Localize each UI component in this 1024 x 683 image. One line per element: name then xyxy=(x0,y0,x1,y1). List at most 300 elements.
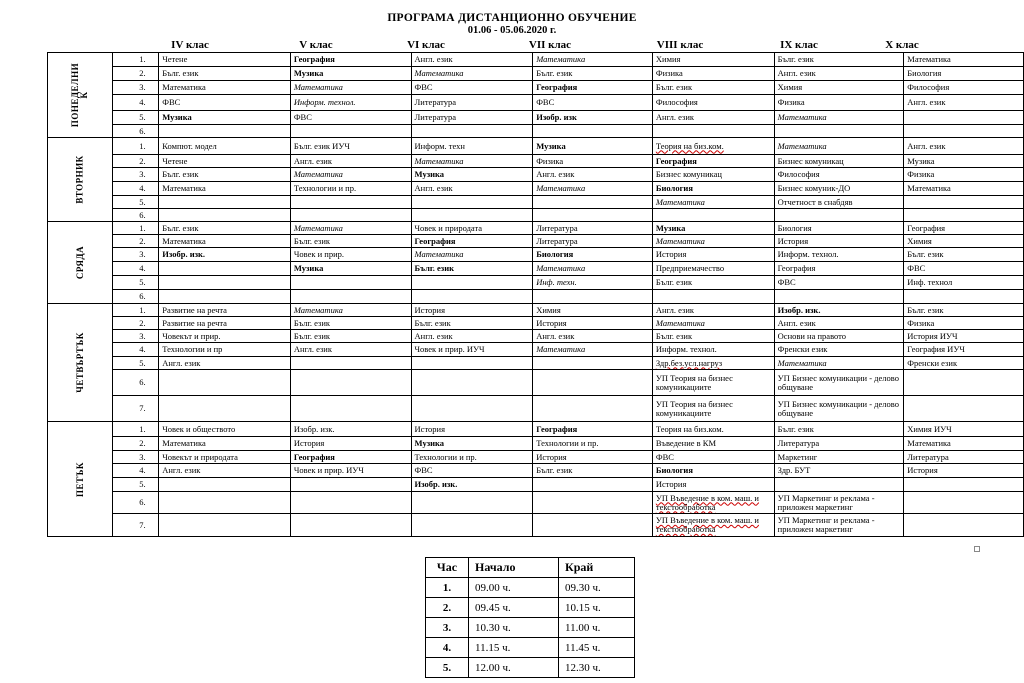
subject-cell[interactable] xyxy=(652,209,774,222)
subject-cell[interactable] xyxy=(904,330,1024,343)
table-row xyxy=(48,81,1024,95)
subject-cell[interactable] xyxy=(904,53,1024,67)
subject-cell[interactable] xyxy=(159,248,291,262)
day-label xyxy=(48,222,113,304)
start-time-cell[interactable]: 12.00 ч. xyxy=(469,658,559,678)
subject-cell[interactable] xyxy=(411,81,533,95)
start-time-cell[interactable]: 09.45 ч. xyxy=(469,598,559,618)
subject-cell[interactable] xyxy=(159,451,291,464)
table-row xyxy=(48,451,1024,464)
subject-cell[interactable] xyxy=(290,451,411,464)
subject-cell[interactable] xyxy=(159,95,291,111)
subject-cell[interactable] xyxy=(159,222,291,235)
period-cell[interactable]: 5. xyxy=(426,658,469,678)
subject-cell[interactable] xyxy=(652,276,774,290)
subject-cell[interactable] xyxy=(652,168,774,182)
table-row xyxy=(48,95,1024,111)
subject-cell[interactable] xyxy=(290,125,411,138)
subject-cell[interactable] xyxy=(774,67,904,81)
subject-cell[interactable] xyxy=(652,248,774,262)
start-time-cell[interactable]: 09.00 ч. xyxy=(469,578,559,598)
subject-text: Теория на биз.ком. xyxy=(655,423,724,434)
subject-cell[interactable] xyxy=(411,357,533,370)
subject-cell[interactable] xyxy=(290,276,411,290)
subject-cell[interactable] xyxy=(533,343,653,357)
subject-cell[interactable] xyxy=(290,155,411,168)
day-name xyxy=(71,63,89,127)
subject-cell[interactable] xyxy=(652,196,774,209)
subject-text: Бълг. език xyxy=(414,317,451,328)
subject-cell[interactable] xyxy=(652,464,774,478)
period-number: 4. xyxy=(113,182,159,196)
subject-cell[interactable] xyxy=(411,290,533,304)
subject-cell[interactable] xyxy=(774,209,904,222)
subject-cell[interactable] xyxy=(290,330,411,343)
subject-cell[interactable] xyxy=(159,396,291,422)
subject-cell[interactable] xyxy=(159,67,291,81)
subject-text: Англ. език xyxy=(414,330,453,341)
subject-cell[interactable] xyxy=(533,290,653,304)
subject-cell[interactable] xyxy=(904,95,1024,111)
subject-cell[interactable] xyxy=(774,422,904,437)
subject-cell[interactable] xyxy=(159,182,291,196)
subject-cell[interactable] xyxy=(904,514,1024,537)
subject-cell[interactable] xyxy=(411,168,533,182)
subject-cell[interactable] xyxy=(774,138,904,155)
end-time-cell[interactable]: 09.30 ч. xyxy=(559,578,635,598)
subject-cell[interactable] xyxy=(652,304,774,317)
subject-cell[interactable] xyxy=(159,290,291,304)
subject-cell[interactable] xyxy=(533,182,653,196)
table-row xyxy=(48,125,1024,138)
subject-cell[interactable] xyxy=(652,81,774,95)
subject-cell[interactable] xyxy=(290,222,411,235)
subject-cell[interactable] xyxy=(652,370,774,396)
class-header: VII клас xyxy=(528,39,572,51)
subject-cell[interactable] xyxy=(652,451,774,464)
subject-cell[interactable] xyxy=(411,330,533,343)
table-row xyxy=(48,276,1024,290)
subject-cell[interactable] xyxy=(159,478,291,492)
subject-text: Физика xyxy=(536,155,564,166)
subject-cell[interactable] xyxy=(290,514,411,537)
subject-cell[interactable] xyxy=(904,262,1024,276)
subject-cell[interactable] xyxy=(652,67,774,81)
subject-cell[interactable] xyxy=(411,138,533,155)
subject-cell[interactable] xyxy=(533,478,653,492)
subject-cell[interactable] xyxy=(774,53,904,67)
subject-cell[interactable] xyxy=(159,317,291,330)
subject-cell[interactable] xyxy=(290,182,411,196)
subject-cell[interactable] xyxy=(159,53,291,67)
table-resize-handle[interactable] xyxy=(974,546,980,552)
subject-cell[interactable] xyxy=(290,437,411,451)
subject-cell[interactable] xyxy=(774,451,904,464)
subject-cell[interactable] xyxy=(652,53,774,67)
subject-cell[interactable] xyxy=(290,53,411,67)
subject-text: История xyxy=(536,317,567,328)
subject-cell[interactable] xyxy=(533,317,653,330)
subject-text: УП Въведение в ком. маш. и текстообработка xyxy=(655,515,759,534)
subject-cell[interactable] xyxy=(411,111,533,125)
subject-cell[interactable] xyxy=(533,422,653,437)
subject-text: История xyxy=(414,304,446,315)
end-time-cell[interactable]: 11.00 ч. xyxy=(559,618,635,638)
subject-cell[interactable] xyxy=(411,125,533,138)
subject-cell[interactable] xyxy=(652,95,774,111)
subject-cell[interactable] xyxy=(652,111,774,125)
subject-cell[interactable] xyxy=(652,290,774,304)
subject-cell[interactable] xyxy=(904,182,1024,196)
period-number: 3. xyxy=(113,81,159,95)
subject-cell[interactable] xyxy=(652,357,774,370)
subject-text: Теория на биз.ком. xyxy=(655,140,724,151)
subject-cell[interactable] xyxy=(533,222,653,235)
subject-cell[interactable] xyxy=(774,81,904,95)
subject-cell[interactable] xyxy=(533,304,653,317)
subject-cell[interactable] xyxy=(774,437,904,451)
subject-cell[interactable] xyxy=(533,53,653,67)
subject-text: Бълг. език xyxy=(655,277,693,287)
subject-cell[interactable] xyxy=(652,317,774,330)
period-cell[interactable]: 2. xyxy=(426,598,469,618)
table-row xyxy=(48,138,1024,155)
subject-cell[interactable] xyxy=(159,464,291,478)
subject-cell[interactable] xyxy=(159,422,291,437)
subject-cell[interactable] xyxy=(904,81,1024,95)
subject-cell[interactable] xyxy=(290,262,411,276)
subject-cell[interactable] xyxy=(904,357,1024,370)
subject-cell[interactable] xyxy=(774,317,904,330)
subject-text: Основи на правото xyxy=(777,330,847,341)
subject-cell[interactable] xyxy=(533,514,653,537)
subject-cell[interactable] xyxy=(411,478,533,492)
subject-cell[interactable] xyxy=(159,125,291,138)
subject-cell[interactable] xyxy=(904,168,1024,182)
period-number: 2. xyxy=(113,317,159,330)
subject-cell[interactable] xyxy=(411,437,533,451)
subject-cell[interactable] xyxy=(533,357,653,370)
subject-cell[interactable] xyxy=(533,81,653,95)
subject-cell[interactable] xyxy=(290,317,411,330)
subject-cell[interactable] xyxy=(411,276,533,290)
subject-cell[interactable] xyxy=(159,111,291,125)
subject-cell[interactable] xyxy=(904,138,1024,155)
subject-text: Изобр. изк. xyxy=(777,304,821,315)
subject-text: Англ. език xyxy=(162,357,201,368)
period-number: 2. xyxy=(113,437,159,451)
period-number: 1. xyxy=(113,222,159,235)
subject-cell[interactable] xyxy=(904,343,1024,357)
period-cell[interactable]: 1. xyxy=(426,578,469,598)
subject-cell[interactable] xyxy=(290,235,411,248)
subject-cell[interactable] xyxy=(533,235,653,248)
subject-cell[interactable] xyxy=(411,235,533,248)
subject-cell[interactable] xyxy=(652,492,774,514)
subject-cell[interactable] xyxy=(159,168,291,182)
subject-cell[interactable] xyxy=(774,304,904,317)
subject-text: Музика xyxy=(293,263,324,273)
subject-cell[interactable] xyxy=(411,396,533,422)
subject-cell[interactable] xyxy=(290,492,411,514)
subject-cell[interactable] xyxy=(774,111,904,125)
subject-cell[interactable] xyxy=(411,196,533,209)
subject-cell[interactable] xyxy=(290,396,411,422)
period-cell[interactable]: 4. xyxy=(426,638,469,658)
subject-cell[interactable] xyxy=(159,437,291,451)
subject-cell[interactable] xyxy=(411,514,533,537)
subject-cell[interactable] xyxy=(290,209,411,222)
subject-text: Философия xyxy=(777,169,820,179)
subject-cell[interactable] xyxy=(533,196,653,209)
subject-cell[interactable] xyxy=(411,492,533,514)
subject-cell[interactable] xyxy=(904,222,1024,235)
subject-cell[interactable] xyxy=(159,492,291,514)
subject-text: Физика xyxy=(907,169,935,179)
subject-text: Бълг. език xyxy=(293,235,331,246)
subject-cell[interactable] xyxy=(774,478,904,492)
day-name: СРЯДА xyxy=(74,245,85,280)
subject-cell[interactable] xyxy=(533,125,653,138)
subject-cell[interactable] xyxy=(290,67,411,81)
subject-cell[interactable] xyxy=(652,262,774,276)
subject-cell[interactable] xyxy=(904,478,1024,492)
subject-cell[interactable] xyxy=(652,138,774,155)
period-number: 1. xyxy=(113,304,159,317)
subject-cell[interactable] xyxy=(533,396,653,422)
subject-cell[interactable] xyxy=(411,155,533,168)
subject-cell[interactable] xyxy=(411,262,533,276)
subject-cell[interactable] xyxy=(774,182,904,196)
class-header: V клас xyxy=(299,39,333,51)
subject-cell[interactable] xyxy=(159,138,291,155)
subject-cell[interactable] xyxy=(159,304,291,317)
subject-cell[interactable] xyxy=(652,422,774,437)
subject-cell[interactable] xyxy=(774,357,904,370)
end-time-cell[interactable]: 11.45 ч. xyxy=(559,638,635,658)
subject-cell[interactable] xyxy=(904,492,1024,514)
subject-text: Литература xyxy=(536,222,578,233)
table-row xyxy=(48,196,1024,209)
subject-text: Англ. език xyxy=(655,112,695,122)
subject-cell[interactable] xyxy=(774,330,904,343)
subject-cell[interactable] xyxy=(652,155,774,168)
subject-cell[interactable] xyxy=(774,155,904,168)
subject-cell[interactable] xyxy=(290,95,411,111)
subject-cell[interactable] xyxy=(774,168,904,182)
subject-cell[interactable] xyxy=(533,209,653,222)
subject-text: География xyxy=(655,155,697,166)
subject-cell[interactable] xyxy=(159,209,291,222)
subject-cell[interactable] xyxy=(159,155,291,168)
subject-cell[interactable] xyxy=(533,67,653,81)
end-time-cell[interactable]: 10.15 ч. xyxy=(559,598,635,618)
subject-cell[interactable] xyxy=(774,492,904,514)
subject-cell[interactable] xyxy=(411,95,533,111)
subject-text: Биология xyxy=(777,222,812,233)
subject-cell[interactable] xyxy=(290,343,411,357)
subject-cell[interactable] xyxy=(774,248,904,262)
subject-cell[interactable] xyxy=(159,235,291,248)
subject-cell[interactable] xyxy=(774,95,904,111)
subject-cell[interactable] xyxy=(904,67,1024,81)
subject-text: ФВС xyxy=(907,263,926,273)
subject-cell[interactable] xyxy=(904,317,1024,330)
table-row xyxy=(48,464,1024,478)
table-row xyxy=(48,290,1024,304)
subject-cell[interactable] xyxy=(774,343,904,357)
subject-cell[interactable] xyxy=(533,168,653,182)
subject-cell[interactable] xyxy=(533,330,653,343)
subject-cell[interactable] xyxy=(652,235,774,248)
subject-cell[interactable] xyxy=(159,81,291,95)
subject-cell[interactable] xyxy=(533,464,653,478)
subject-cell[interactable] xyxy=(904,196,1024,209)
subject-cell[interactable] xyxy=(290,478,411,492)
subject-cell[interactable] xyxy=(411,209,533,222)
subject-cell[interactable] xyxy=(774,222,904,235)
subject-text: История xyxy=(293,438,325,448)
subject-text: Философия xyxy=(655,97,698,107)
subject-cell[interactable] xyxy=(159,196,291,209)
subject-cell[interactable] xyxy=(290,111,411,125)
subject-cell[interactable] xyxy=(533,437,653,451)
table-row xyxy=(48,304,1024,317)
subject-text: Бълг. език xyxy=(162,68,199,78)
subject-cell[interactable] xyxy=(290,196,411,209)
subject-cell[interactable] xyxy=(533,451,653,464)
subject-cell[interactable] xyxy=(411,182,533,196)
subject-cell[interactable] xyxy=(652,514,774,537)
subject-text: УП Бизнес комуникации - делово общуване xyxy=(777,372,899,392)
subject-cell[interactable] xyxy=(904,370,1024,396)
table-row xyxy=(48,396,1024,422)
subject-cell[interactable] xyxy=(290,81,411,95)
subject-cell[interactable] xyxy=(774,196,904,209)
subject-cell[interactable] xyxy=(411,67,533,81)
subject-cell[interactable] xyxy=(774,235,904,248)
subject-cell[interactable] xyxy=(904,276,1024,290)
subject-text: УП Маркетинг и реклама - приложен маркетинг xyxy=(777,492,875,512)
subject-cell[interactable] xyxy=(533,111,653,125)
subject-text: География ИУЧ xyxy=(907,344,965,354)
subject-cell[interactable] xyxy=(904,451,1024,464)
subject-cell[interactable] xyxy=(774,370,904,396)
subject-cell[interactable] xyxy=(533,95,653,111)
subject-cell[interactable] xyxy=(652,396,774,422)
subject-cell[interactable] xyxy=(652,330,774,343)
subject-cell[interactable] xyxy=(774,276,904,290)
subject-cell[interactable] xyxy=(652,125,774,138)
subject-cell[interactable] xyxy=(159,514,291,537)
subject-cell[interactable] xyxy=(904,422,1024,437)
subject-cell[interactable] xyxy=(904,125,1024,138)
subject-cell[interactable] xyxy=(774,514,904,537)
period-cell[interactable]: 3. xyxy=(426,618,469,638)
start-time-cell[interactable]: 10.30 ч. xyxy=(469,618,559,638)
subject-cell[interactable] xyxy=(533,248,653,262)
subject-cell[interactable] xyxy=(904,290,1024,304)
subject-cell[interactable] xyxy=(533,492,653,514)
subject-cell[interactable] xyxy=(411,248,533,262)
subject-text: Математика xyxy=(536,54,586,64)
subject-cell[interactable] xyxy=(533,138,653,155)
subject-cell[interactable] xyxy=(411,464,533,478)
subject-cell[interactable] xyxy=(411,304,533,317)
subject-text: Англ. език xyxy=(536,169,575,179)
subject-text: Бълг. език xyxy=(907,249,944,259)
subject-text: Математика xyxy=(777,140,827,151)
subject-cell[interactable] xyxy=(411,422,533,437)
subject-cell[interactable] xyxy=(159,370,291,396)
subject-cell[interactable] xyxy=(159,276,291,290)
subject-cell[interactable] xyxy=(290,248,411,262)
subject-cell[interactable] xyxy=(290,290,411,304)
subject-cell[interactable] xyxy=(652,182,774,196)
subject-cell[interactable] xyxy=(533,155,653,168)
subject-cell[interactable] xyxy=(904,209,1024,222)
subject-cell[interactable] xyxy=(904,235,1024,248)
subject-cell[interactable] xyxy=(904,437,1024,451)
end-time-cell[interactable]: 12.30 ч. xyxy=(559,658,635,678)
subject-cell[interactable] xyxy=(290,357,411,370)
subject-cell[interactable] xyxy=(290,422,411,437)
subject-cell[interactable] xyxy=(652,343,774,357)
subject-cell[interactable] xyxy=(774,125,904,138)
subject-cell[interactable] xyxy=(774,290,904,304)
subject-text: Човек и природата xyxy=(414,222,483,233)
subject-cell[interactable] xyxy=(411,317,533,330)
subject-cell[interactable] xyxy=(411,53,533,67)
subject-cell[interactable] xyxy=(411,370,533,396)
subject-cell[interactable] xyxy=(652,478,774,492)
subject-text: История xyxy=(414,423,446,434)
subject-cell[interactable] xyxy=(411,451,533,464)
period-number: 3. xyxy=(113,248,159,262)
start-time-cell[interactable]: 11.15 ч. xyxy=(469,638,559,658)
subject-text: Бълг. език xyxy=(162,222,199,233)
subject-cell[interactable] xyxy=(652,437,774,451)
subject-cell[interactable] xyxy=(904,464,1024,478)
subject-cell[interactable] xyxy=(290,168,411,182)
subject-cell[interactable] xyxy=(290,304,411,317)
subject-cell[interactable] xyxy=(904,248,1024,262)
subject-cell[interactable] xyxy=(904,304,1024,317)
subject-cell[interactable] xyxy=(159,357,291,370)
subject-cell[interactable] xyxy=(411,343,533,357)
subject-text: Бълг. език xyxy=(414,263,455,273)
subject-cell[interactable] xyxy=(774,396,904,422)
subject-cell[interactable] xyxy=(159,343,291,357)
subject-cell[interactable] xyxy=(533,370,653,396)
subject-cell[interactable] xyxy=(290,138,411,155)
subject-cell[interactable] xyxy=(904,111,1024,125)
subject-cell[interactable] xyxy=(904,396,1024,422)
subject-cell[interactable] xyxy=(774,262,904,276)
subject-cell[interactable] xyxy=(904,155,1024,168)
subject-cell[interactable] xyxy=(159,330,291,343)
subject-cell[interactable] xyxy=(774,464,904,478)
subject-cell[interactable] xyxy=(533,276,653,290)
subject-cell[interactable] xyxy=(533,262,653,276)
subject-cell[interactable] xyxy=(290,370,411,396)
subject-text: Математика xyxy=(536,183,586,193)
subject-cell[interactable] xyxy=(159,262,291,276)
subject-cell[interactable] xyxy=(652,222,774,235)
subject-cell[interactable] xyxy=(411,222,533,235)
subject-cell[interactable] xyxy=(290,464,411,478)
table-row xyxy=(48,437,1024,451)
